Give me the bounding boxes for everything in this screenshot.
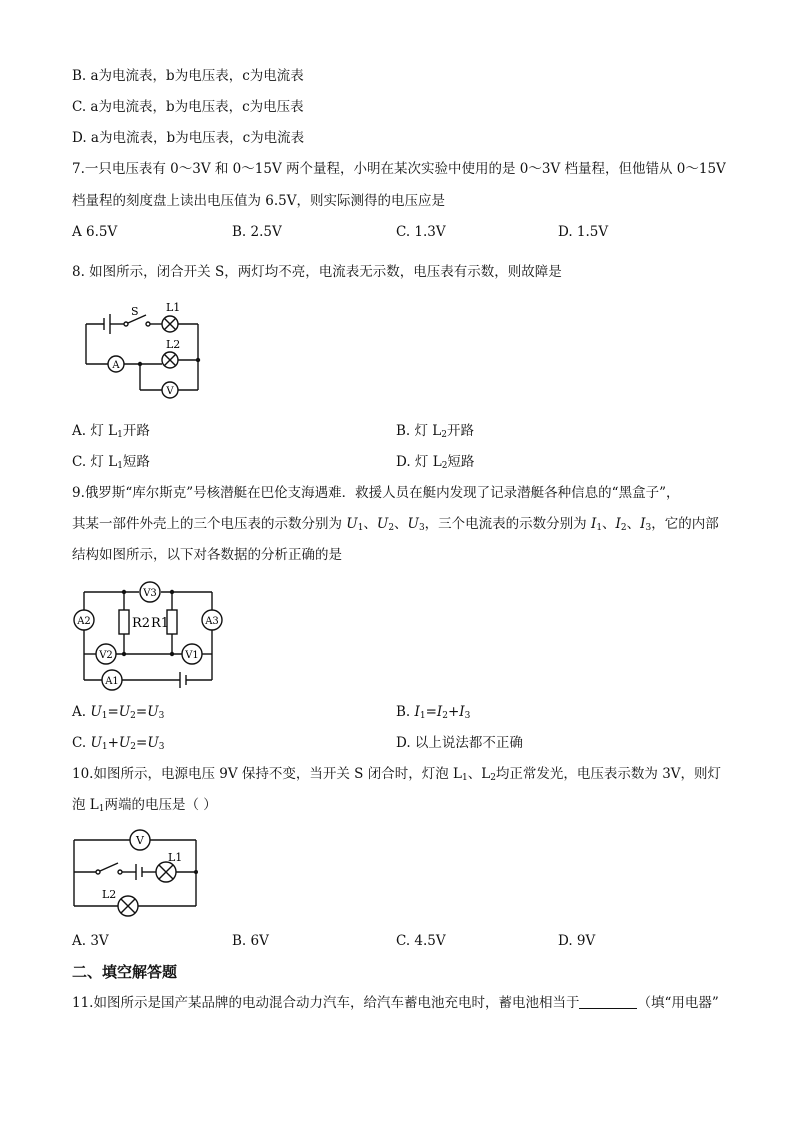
q9-r1-label: R1 (151, 616, 170, 631)
q9-circuit-diagram (72, 578, 228, 690)
q8-option-d: D. 灯 $L_2$短路 (396, 454, 475, 471)
section-heading: 二、填空解答题 (72, 963, 178, 981)
q10-option-a: A. 3V (72, 933, 109, 949)
q8-ammeter-label: A (112, 360, 120, 371)
q8-voltmeter-label: V (166, 386, 174, 397)
q9-v2-label: V2 (99, 650, 113, 661)
q8-option-a: A. 灯 $L_1$开路 (72, 423, 150, 440)
q11-answer-blank[interactable] (579, 994, 637, 1009)
q8-l2-label: L2 (166, 338, 181, 351)
q7-option-c: C. 1.3V (396, 224, 446, 240)
q10-option-c: C. 4.5V (396, 933, 446, 949)
q9-v1-label: V1 (185, 650, 199, 661)
q8-option-b: B. 灯 $L_2$开路 (396, 423, 474, 440)
q6-option-b: B. a为电流表，b为电压表，c为电流表 (72, 68, 304, 84)
q9-v3-label: V3 (143, 588, 157, 599)
q10-stem-line2: 泡 $L_1$两端的电压是（ ） (72, 797, 217, 814)
q7-stem-line2: 档量程的刻度盘上读出电压值为 6.5V，则实际测得的电压应是 (72, 193, 446, 209)
q9-stem-line3: 结构如图所示，以下对各数据的分析正确的是 (72, 547, 342, 563)
q7-option-d: D. 1.5V (558, 224, 609, 240)
q8-l1-label: L1 (166, 301, 181, 314)
q10-l2-label: L2 (102, 888, 117, 901)
q8-switch-label: S (131, 305, 139, 318)
q10-circuit-diagram (72, 828, 198, 922)
q7-option-b: B. 2.5V (232, 224, 282, 240)
q9-stem-line1: 9.俄罗斯“库尔斯克”号核潜艇在巴伦支海遇难．救援人员在艇内发现了记录潜艇各种信息的“黑盒子”， (72, 485, 680, 501)
q9-a3-label: A3 (205, 616, 219, 627)
q9-option-b: B. $I_1=I_2+I_3$ (396, 704, 471, 721)
q10-stem-line1: 10.如图所示，电源电压 9V 保持不变，当开关 S 闭合时，灯泡 $L_1$、$L_2$均正常发光，电压表示数为 3V，则灯 (72, 766, 722, 783)
q6-option-d: D. a为电流表，b为电压表，c为电流表 (72, 130, 305, 146)
q10-voltmeter-label: V (136, 834, 144, 847)
q9-a1-label: A1 (105, 676, 119, 687)
q8-circuit-diagram (80, 296, 205, 396)
q11-stem: 11.如图所示是国产某品牌的电动混合动力汽车，给汽车蓄电池充电时，蓄电池相当于 （填“用电器” (72, 995, 719, 1011)
q9-stem-line2: 其某一部件外壳上的三个电压表的示数分别为 $U_1$、$U_2$、$U_3$，三个电流表的示数分别为 $I_1$、$I_2$、$I_3$，它的内部 (72, 516, 719, 533)
q9-option-d: D. 以上说法都不正确 (396, 735, 523, 751)
q10-option-d: D. 9V (558, 933, 596, 949)
q10-l1-label: L1 (168, 851, 183, 864)
q7-option-a: A 6.5V (72, 224, 118, 240)
q7-stem-line1: 7.一只电压表有 0～3V 和 0～15V 两个量程，小明在某次实验中使用的是 0～3V 档量程，但他错从 0～15V (72, 161, 726, 177)
q9-option-c: C. $U_1+U_2=U_3$ (72, 735, 165, 752)
q8-option-c: C. 灯 $L_1$短路 (72, 454, 150, 471)
q6-option-c: C. a为电流表，b为电压表，c为电压表 (72, 99, 304, 115)
q9-option-a: A. $U_1=U_2=U_3$ (72, 704, 165, 721)
q9-r2-label: R2 (132, 616, 151, 631)
q8-stem: 8. 如图所示，闭合开关 S，两灯均不亮，电流表无示数，电压表有示数，则故障是 (72, 264, 562, 280)
q10-option-b: B. 6V (232, 933, 269, 949)
q9-a2-label: A2 (77, 616, 91, 627)
